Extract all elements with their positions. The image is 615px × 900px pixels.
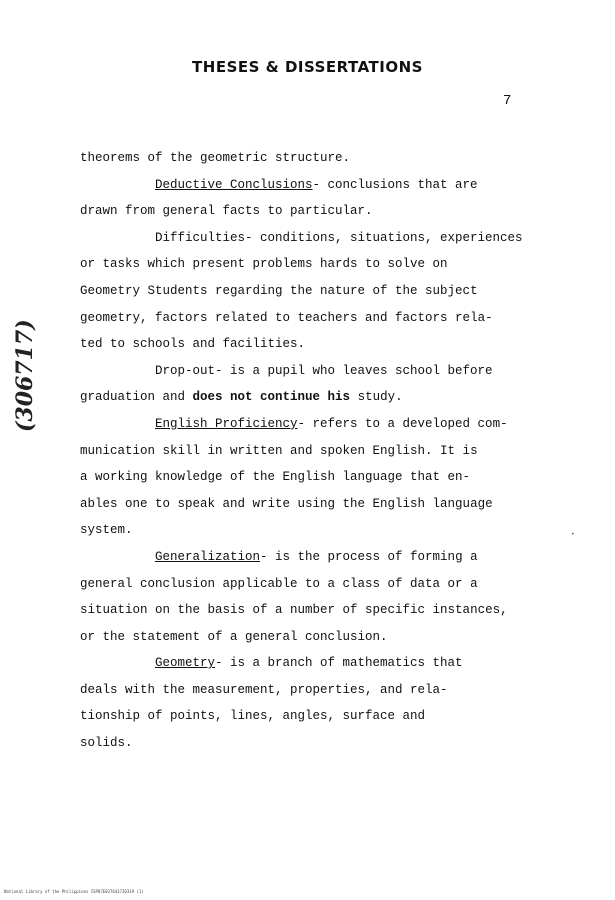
text-segment: or the statement of a general conclusion.	[80, 629, 388, 644]
body-text	[80, 145, 570, 757]
text-line	[80, 331, 570, 358]
text-segment: ted to schools and facilities.	[80, 337, 306, 352]
text-segment: geometry, factors related to teachers and factors rela-	[80, 310, 493, 325]
text-line	[80, 411, 570, 438]
text-line	[80, 517, 570, 544]
text-line	[80, 145, 570, 172]
text-line	[80, 358, 570, 385]
text-segment: deals with the measurement, properties, and rela-	[80, 682, 448, 697]
text-segment: a working knowledge of the English language that en-	[80, 470, 471, 485]
text-line	[80, 544, 570, 571]
defined-term: English Proficiency	[155, 416, 298, 431]
text-segment: solids.	[80, 736, 133, 751]
defined-term: Generalization	[155, 549, 261, 564]
text-line	[80, 438, 570, 465]
text-segment: or tasks which present problems hards to solve on	[80, 257, 448, 272]
text-segment: Drop-out- is a pupil who leaves school before	[155, 363, 493, 378]
page-number: 7	[503, 93, 512, 109]
defined-term: Geometry	[155, 656, 216, 671]
text-segment: theorems of the geometric structure.	[80, 151, 351, 165]
text-segment: - conclusions that are	[312, 177, 478, 192]
text-segment: tionship of points, lines, angles, surface and	[80, 709, 426, 724]
text-segment: system.	[80, 523, 133, 538]
text-line	[80, 703, 570, 730]
text-segment: does not continue his	[192, 390, 351, 405]
text-segment: graduation and	[80, 390, 193, 405]
text-segment: situation on the basis of a number of specific instances,	[80, 603, 508, 618]
text-segment: ables one to speak and write using the English language	[80, 496, 493, 511]
text-segment: study.	[350, 390, 403, 405]
text-line	[80, 278, 570, 305]
defined-term: Deductive Conclusions	[155, 177, 313, 192]
text-line	[80, 198, 570, 225]
text-segment: general conclusion applicable to a class of data or a	[80, 576, 478, 591]
text-segment: Difficulties- conditions, situations, experiences	[155, 230, 523, 245]
text-segment: drawn from general facts to particular.	[80, 204, 373, 219]
text-line	[80, 464, 570, 491]
footer-scan-label: National Library of the Philippines ISP07E0376437I0319 (1)	[4, 889, 144, 894]
text-line	[80, 172, 570, 199]
text-line	[80, 251, 570, 278]
text-line	[80, 597, 570, 624]
text-line	[80, 730, 570, 757]
text-segment: munication skill in written and spoken English. It is	[80, 443, 478, 458]
text-segment: Geometry Students regarding the nature of the subject	[80, 283, 478, 298]
text-line	[80, 677, 570, 704]
text-segment: - is a branch of mathematics that	[215, 656, 463, 671]
text-line	[80, 225, 570, 252]
text-line	[80, 384, 570, 411]
text-line	[80, 650, 570, 677]
text-segment: - refers to a developed com-	[297, 416, 508, 431]
handwritten-margin-note: (306717)	[12, 319, 38, 432]
text-line	[80, 624, 570, 651]
page-header-stamp: THESES & DISSERTATIONS	[192, 58, 423, 76]
text-line	[80, 491, 570, 518]
stray-mark: •	[571, 531, 575, 538]
text-segment: - is the process of forming a	[260, 549, 478, 564]
text-line	[80, 305, 570, 332]
text-line	[80, 571, 570, 598]
